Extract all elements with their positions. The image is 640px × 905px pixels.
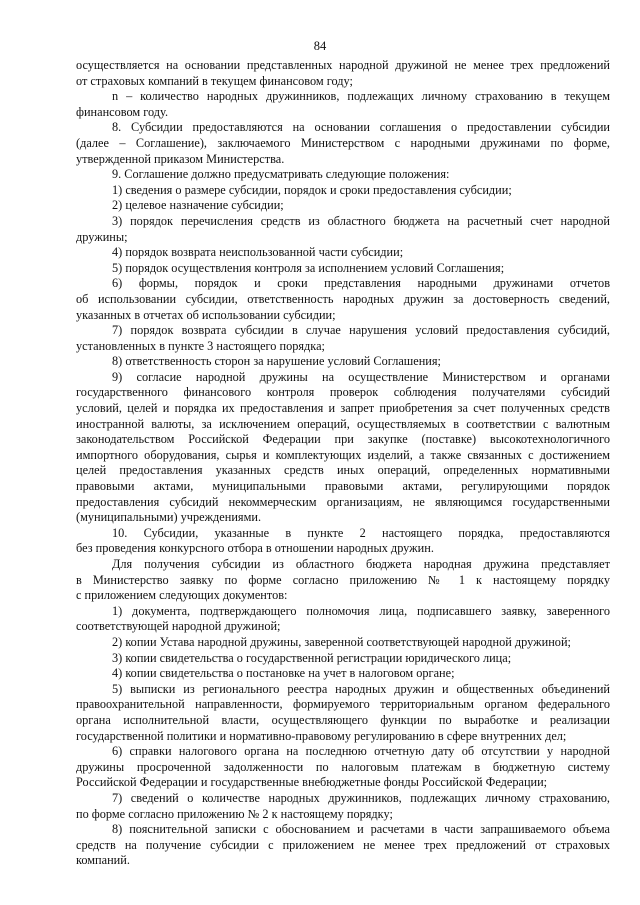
text-line: средств на получение субсидии с приложением не менее трех предложений от страховых — [76, 837, 610, 852]
text-line: n – количество народных дружинников, подлежащих личному страхованию в текущем — [112, 89, 610, 104]
text-line: правоохранительной направленности, формируемого территориальным органом федерального — [76, 697, 610, 712]
text-line: в Министерство заявку по форме согласно приложению № 1 к настоящему порядку — [76, 572, 610, 587]
text-line: 3) порядок перечисления средств из областного бюджета на расчетный счет народной — [112, 213, 610, 228]
text-line: дружины; — [76, 229, 128, 244]
text-line: предоставления субсидий некоммерческим организациям, не являющимся государственными — [76, 494, 610, 509]
text-line: установленных в пункте 3 настоящего порядка; — [76, 338, 325, 353]
text-line: 7) сведений о количестве народных дружинников, подлежащих личному страхованию, — [112, 790, 610, 805]
text-line: от страховых компаний в текущем финансовом году; — [76, 73, 353, 88]
text-line: с приложением следующих документов: — [76, 588, 288, 603]
text-line: (далее – Соглашение), заключаемого Министерством с народными дружинами по форме, — [76, 135, 610, 150]
text-line: соответствующей народной дружиной; — [76, 619, 281, 634]
text-line: 6) формы, порядок и сроки представления народными дружинами отчетов — [112, 276, 610, 291]
text-line: компаний. — [76, 853, 130, 868]
text-line: 5) порядок осуществления контроля за исполнением условий Соглашения; — [112, 260, 505, 275]
text-line: дружины просроченной задолженности по налоговым платежам в бюджетную систему — [76, 759, 610, 774]
text-line: 2) целевое назначение субсидии; — [112, 198, 284, 213]
text-line: 1) документа, подтверждающего полномочия лица, подписавшего заявку, заверенного — [112, 603, 610, 618]
text-line: утвержденной приказом Министерства. — [76, 151, 285, 166]
text-line: импортного оборудования, сырья и комплектующих изделий, а также связанных с достижением — [76, 447, 610, 462]
text-line: 9. Соглашение должно предусматривать следующие положения: — [112, 167, 450, 182]
text-line: указанных в отчетах об использовании субсидии; — [76, 307, 336, 322]
text-line: государственного финансового контроля проверок соблюдения получателями субсидий — [76, 385, 610, 400]
text-line: 5) выписки из регионального реестра народных дружин и общественных объединений — [112, 681, 610, 696]
text-line: без проведения конкурсного отбора в отношении народных дружин. — [76, 541, 434, 556]
text-line: государственной политики и нормативно-правовому регулированию в сфере внутренних дел; — [76, 728, 567, 743]
text-line: правовыми актами, муниципальными правовыми актами, регулирующими порядок — [76, 479, 610, 494]
text-line: Для получения субсидии из областного бюджета народная дружина представляет — [112, 557, 610, 571]
text-line: финансовом году. — [76, 104, 169, 119]
text-line: Российской Федерации и государственные внебюджетные фонды Российской Федерации; — [76, 775, 548, 790]
text-line: осуществляется на основании представленных народной дружиной не менее трех предложений — [76, 58, 610, 72]
text-line: законодательством Российской Федерации при закупке (поставке) высокотехнологичного — [76, 432, 610, 447]
text-line: 3) копии свидетельства о государственной регистрации юридического лица; — [112, 650, 512, 665]
page-number: 84 — [313, 39, 327, 53]
text-line: (муниципальными) учреждениями. — [76, 510, 262, 525]
text-line: условий, целей и порядка их предоставления и запрет приобретения за счет полученных средств — [76, 401, 610, 416]
text-line: целей предоставления указанных средств иных операций, определенных нормативными — [76, 463, 610, 478]
text-line: органа исполнительной власти, осуществляющего функции по выработке и реализации — [76, 712, 610, 727]
text-line: 8) пояснительной записки с обоснованием и расчетами в части запрашиваемого объема — [112, 822, 610, 837]
text-line: 4) копии свидетельства о постановке на учет в налоговом органе; — [112, 666, 455, 681]
text-line: 7) порядок возврата субсидии в случае нарушения условий предоставления субсидий, — [112, 323, 610, 338]
text-line: 8. Субсидии предоставляются на основании соглашения о предоставлении субсидии — [112, 120, 610, 135]
text-line: 6) справки налогового органа на последнюю отчетную дату об отсутствии у народной — [112, 744, 610, 759]
text-line: 9) согласие народной дружины на осуществление Министерством и органами — [112, 369, 610, 384]
text-line: 8) ответственность сторон за нарушение условий Соглашения; — [112, 354, 441, 369]
text-line: 2) копии Устава народной дружины, заверенной соответствующей народной дружиной; — [112, 634, 571, 649]
text-line: 1) сведения о размере субсидии, порядок и сроки предоставления субсидии; — [112, 182, 512, 197]
text-line: иностранной валюты, за исключением операций, осуществляемых в соответствии с валютным — [76, 416, 610, 431]
text-line: 4) порядок возврата неиспользованной части субсидии; — [112, 245, 404, 260]
text-line: по форме согласно приложению № 2 к настоящему порядку; — [76, 806, 393, 821]
text-line: 10. Субсидии, указанные в пункте 2 настоящего порядка, предоставляются — [112, 525, 610, 540]
document-body — [76, 58, 610, 869]
text-line: об использовании субсидии, ответственность народных дружин за достоверность сведений, — [76, 291, 610, 306]
